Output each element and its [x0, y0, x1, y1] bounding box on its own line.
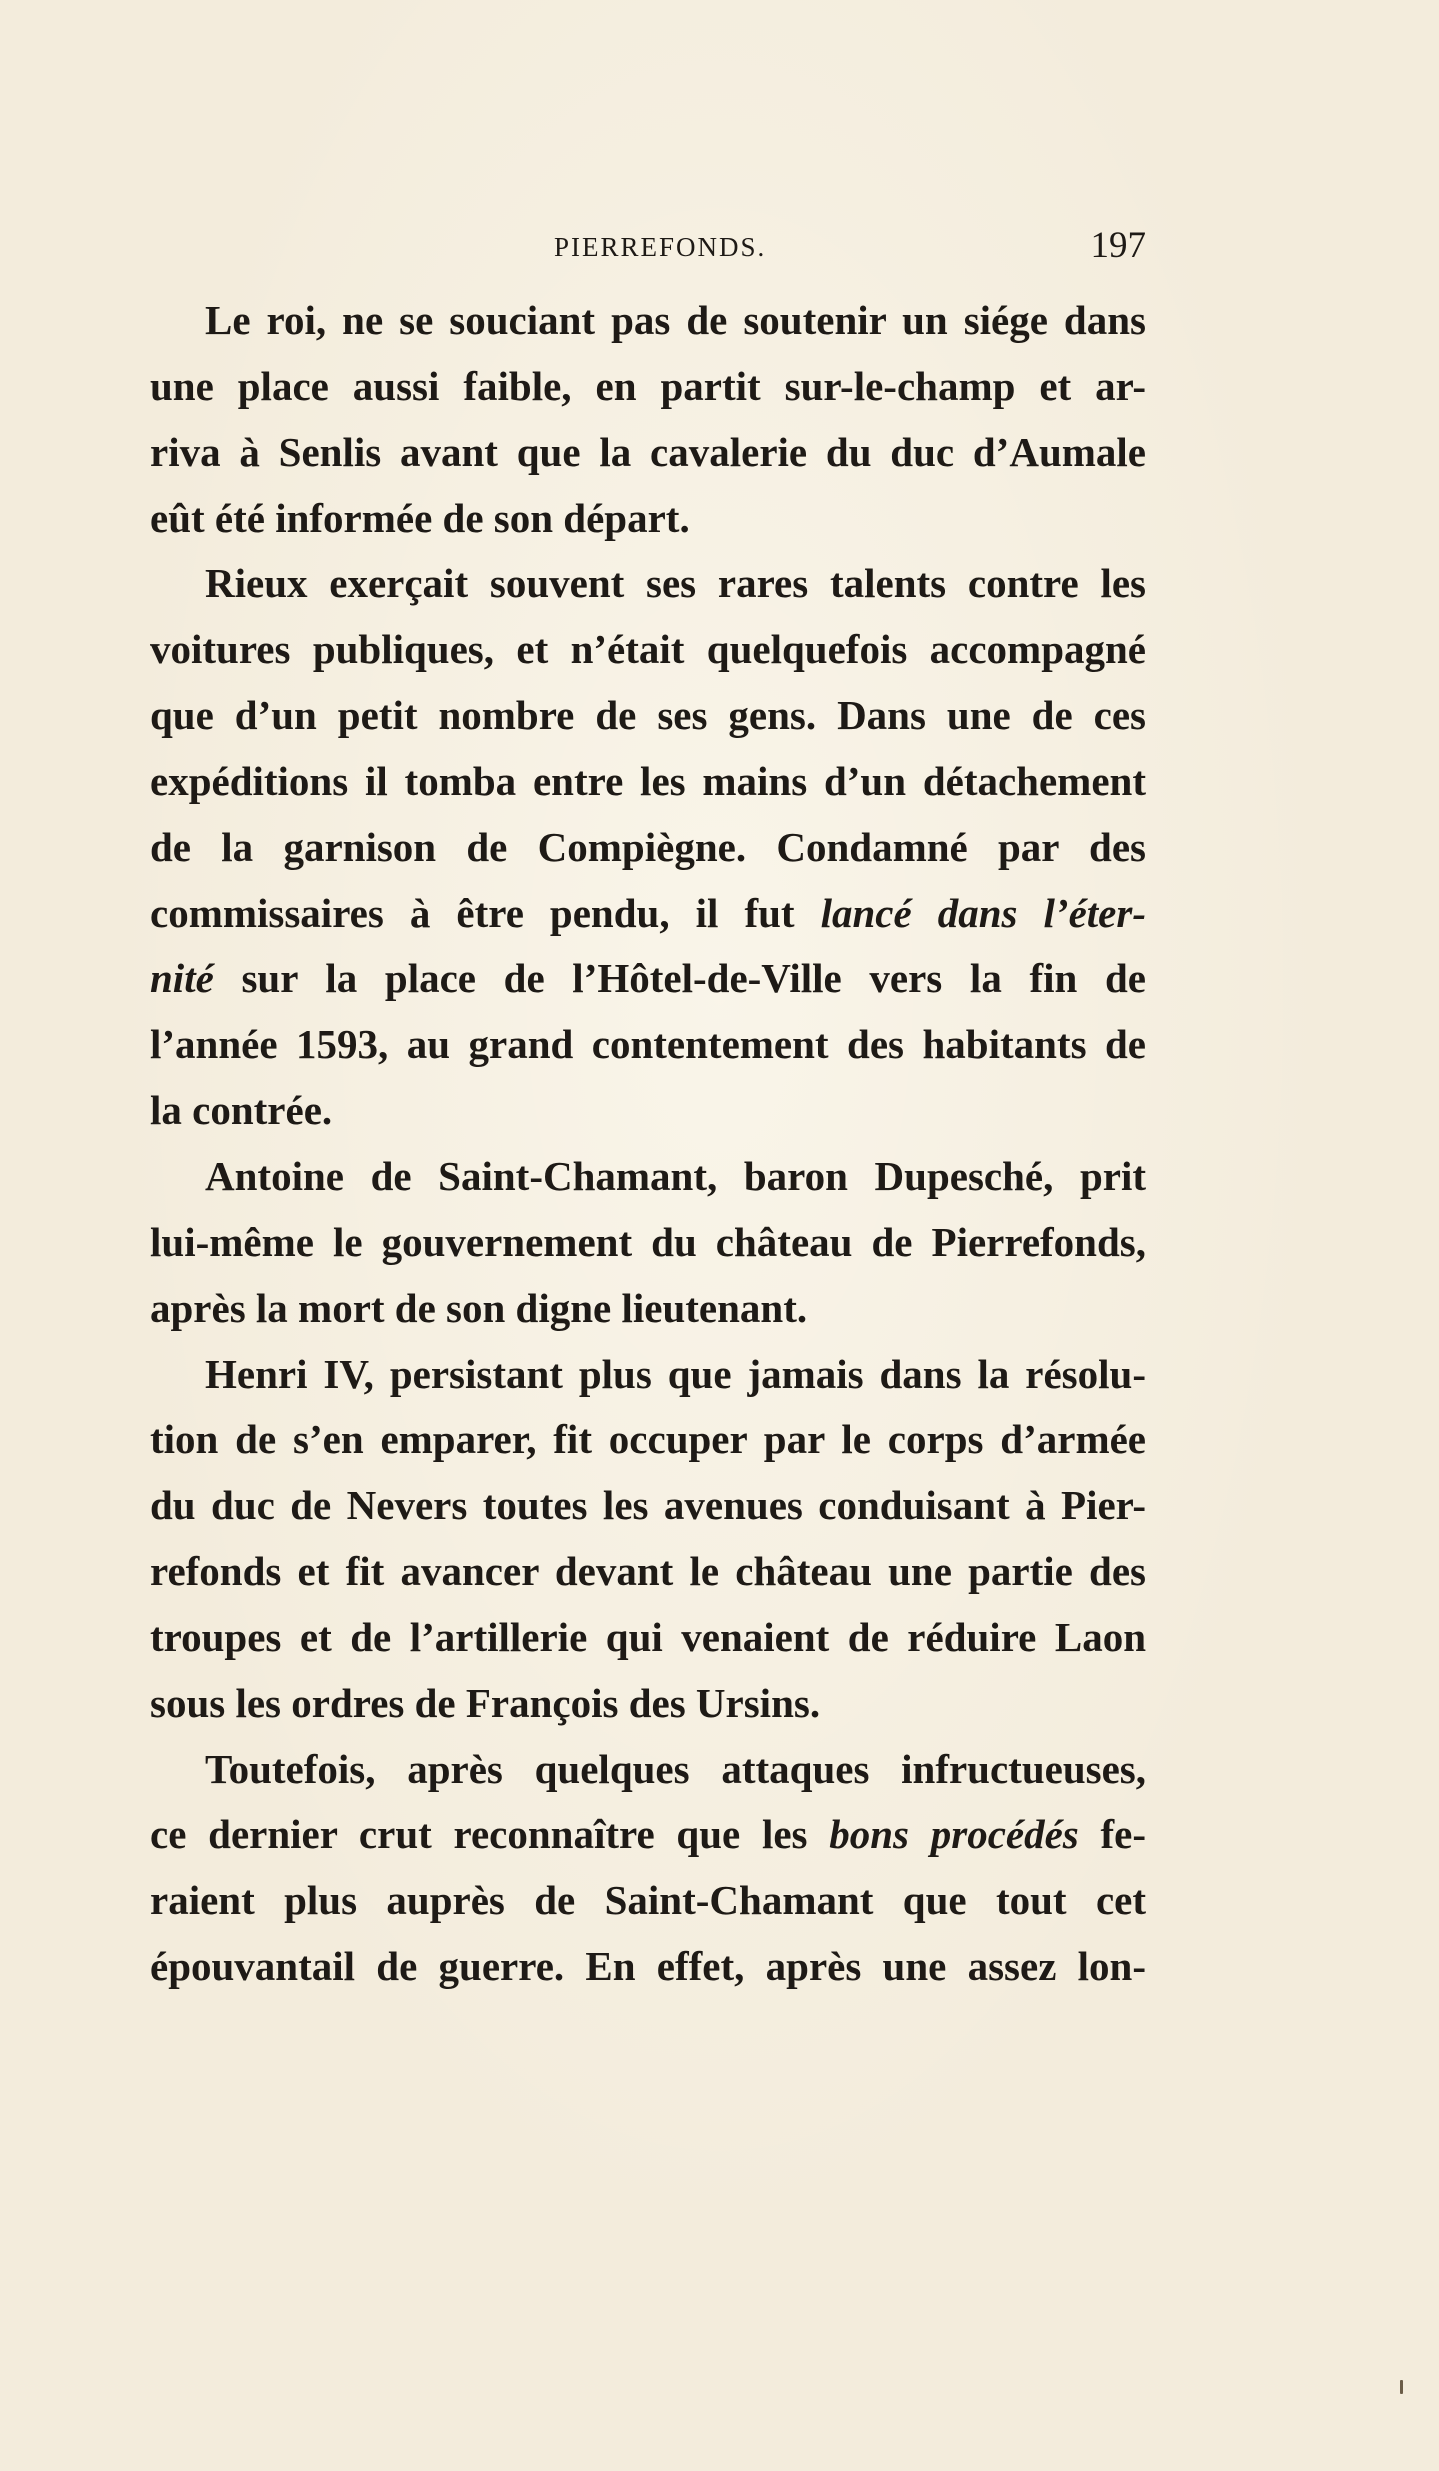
- text-line: sous les ordres de François des Ursins.: [150, 1679, 821, 1726]
- italic-phrase: lancé dans l’éter-: [820, 889, 1146, 936]
- italic-phrase: nité: [150, 955, 214, 1002]
- running-title: PIERREFONDS.: [554, 232, 767, 262]
- text-line: Rieux exerçait souvent ses rares talents contre les: [205, 560, 1146, 607]
- text-line: voitures publiques, et n’était quelquefois accompagné: [150, 626, 1146, 673]
- text-segment: commissaires à être pendu, il fut: [150, 889, 821, 936]
- text-line: l’année 1593, au grand contentement des habitants de: [150, 1021, 1146, 1068]
- page-number: 197: [1090, 225, 1146, 266]
- paper-speck: [1400, 2380, 1403, 2394]
- text-line: de la garnison de Compiègne. Condamné par des: [150, 823, 1146, 870]
- running-head: [150, 222, 1146, 272]
- text-line: eût été informée de son départ.: [150, 494, 690, 541]
- text-segment: fe-: [1078, 1811, 1146, 1858]
- text-line: Toutefois, après quelques attaques infructueuses,: [205, 1745, 1146, 1792]
- text-line: raient plus auprès de Saint-Chamant que tout cet: [150, 1877, 1146, 1924]
- text-line: tion de s’en emparer, fit occuper par le corps d’armée: [150, 1416, 1146, 1463]
- italic-phrase: bons procédés: [829, 1811, 1079, 1858]
- text-line: Henri IV, persistant plus que jamais dans la résolu-: [205, 1350, 1146, 1397]
- text-line: Le roi, ne se souciant pas de soutenir un siége dans: [205, 297, 1146, 343]
- text-line: refonds et fit avancer devant le château une partie des: [150, 1548, 1146, 1595]
- text-line: [150, 881, 1146, 947]
- text-segment: sur la place de l’Hôtel-de-Ville vers la fin de: [213, 955, 1146, 1002]
- text-line: riva à Senlis avant que la cavalerie du duc d’Aumale: [150, 428, 1146, 475]
- text-line: du duc de Nevers toutes les avenues conduisant à Pier-: [150, 1482, 1146, 1529]
- text-line: la contrée.: [150, 1087, 333, 1134]
- text-line: troupes et de l’artillerie qui venaient de réduire Laon: [150, 1613, 1146, 1660]
- text-line: épouvantail de guerre. En effet, après une assez lon-: [150, 1943, 1146, 1990]
- text-line: lui-même le gouvernement du château de Pierrefonds,: [150, 1218, 1146, 1265]
- text-line: après la mort de son digne lieutenant.: [150, 1284, 808, 1331]
- text-segment: ce dernier crut reconnaître que les: [150, 1811, 830, 1858]
- text-line: une place aussi faible, en partit sur-le-champ et ar-: [150, 362, 1146, 409]
- text-line: expéditions il tomba entre les mains d’un détachement: [150, 757, 1146, 804]
- text-line: Antoine de Saint-Chamant, baron Dupesché, prit: [205, 1152, 1146, 1199]
- text-line: que d’un petit nombre de ses gens. Dans une de ces: [150, 692, 1146, 739]
- body-text: [150, 288, 1146, 2000]
- text-line: [150, 946, 1146, 1012]
- text-line: [150, 1802, 1146, 1868]
